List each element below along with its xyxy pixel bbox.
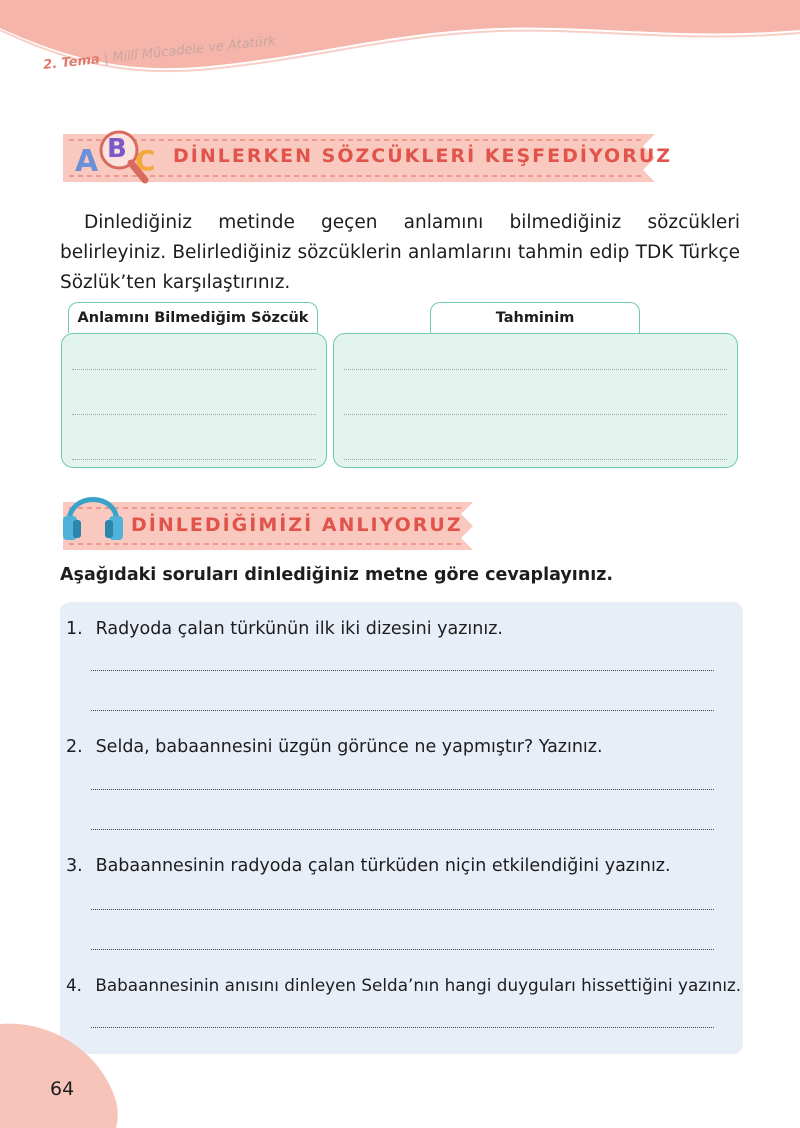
answer-line xyxy=(344,459,727,460)
page-number: 64 xyxy=(50,1078,75,1100)
question-text: Radyoda çalan türkünün ilk iki dizesini yazınız. xyxy=(95,619,503,639)
headphones-icon xyxy=(59,478,129,548)
question-number: 4. xyxy=(66,975,83,995)
section-title-vocabulary: DİNLERKEN SÖZCÜKLERİ KEŞFEDİYORUZ xyxy=(173,145,673,167)
column-header-guess: Tahminim xyxy=(430,302,640,333)
answer-line xyxy=(344,369,727,370)
section-banner-vocabulary xyxy=(55,122,673,194)
answer-line[interactable] xyxy=(91,789,714,790)
answer-line xyxy=(72,459,316,460)
answer-line[interactable] xyxy=(91,949,714,950)
icon-letter-b: B xyxy=(107,134,127,164)
unknown-word-box[interactable] xyxy=(61,333,327,468)
icon-letter-c: C xyxy=(135,144,156,177)
question-number: 1. xyxy=(66,619,83,639)
theme-number: 2. Tema xyxy=(42,52,101,73)
answer-line[interactable] xyxy=(91,1027,714,1028)
answer-line[interactable] xyxy=(91,670,714,671)
question-text: Selda, babaannesini üzgün görünce ne yapmıştır? Yazınız. xyxy=(95,737,603,757)
answer-line xyxy=(72,414,316,415)
question-3 xyxy=(66,856,671,876)
question-4 xyxy=(66,975,741,995)
section-title-comprehension: DİNLEDİĞİMİZİ ANLIYORUZ xyxy=(131,514,463,536)
question-number: 2. xyxy=(66,737,83,757)
vocabulary-instructions: Dinlediğiniz metinde geçen anlamını bilmediğiniz sözcükleri belirleyiniz. Belirlediğiniz sözcüklerin anlamlarını tahmin edip TDK Türkçe Sözlük’ten karşılaştırınız. xyxy=(60,212,740,293)
corner-blob-decoration xyxy=(0,1010,130,1128)
question-2 xyxy=(66,737,603,757)
answer-line[interactable] xyxy=(91,710,714,711)
section-banner-comprehension xyxy=(55,478,480,556)
question-1 xyxy=(66,619,503,639)
question-text: Babaannesinin anısını dinleyen Selda’nın hangi duyguları hissettiğini yazınız. xyxy=(95,975,742,995)
theme-separator: | xyxy=(103,51,110,67)
guess-box[interactable] xyxy=(333,333,738,468)
answer-line[interactable] xyxy=(91,909,714,910)
theme-title: Millî Mücadele ve Atatürk xyxy=(111,33,277,66)
column-header-unknown-word: Anlamını Bilmediğim Sözcük xyxy=(68,302,318,333)
comprehension-instructions: Aşağıdaki soruları dinlediğiniz metne göre cevaplayınız. xyxy=(60,565,614,585)
abc-magnifier-icon xyxy=(63,122,163,192)
answer-line xyxy=(72,369,316,370)
answer-line xyxy=(344,414,727,415)
question-number: 3. xyxy=(66,856,83,876)
question-text: Babaannesinin radyoda çalan türküden niçin etkilendiğini yazınız. xyxy=(95,856,671,876)
icon-letter-a: A xyxy=(75,144,99,179)
answer-line[interactable] xyxy=(91,829,714,830)
